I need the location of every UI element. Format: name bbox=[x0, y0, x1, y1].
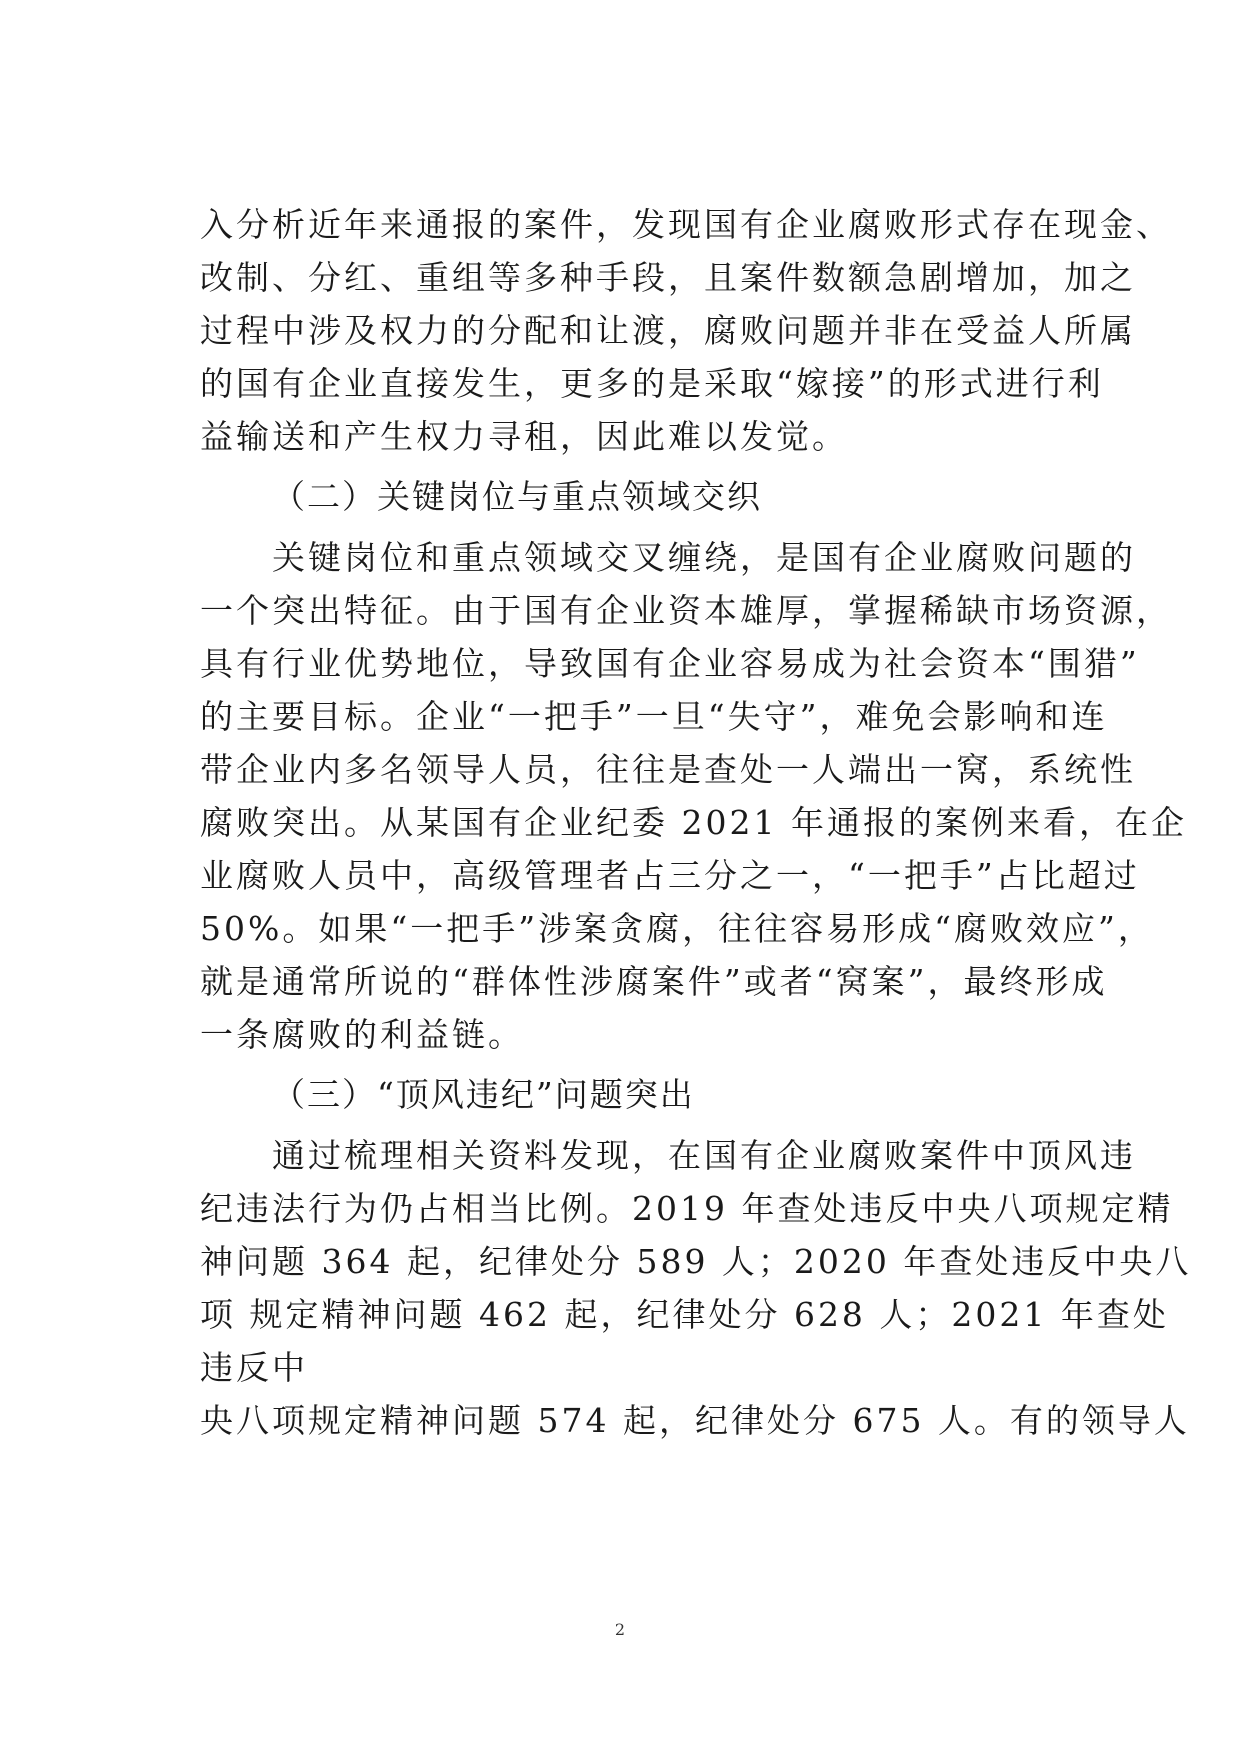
paragraph-2-line-8: 50%。如果“一把手”涉案贪腐，往往容易形成“腐败效应”， bbox=[200, 909, 1154, 948]
paragraph-2-line-9: 就是通常所说的“群体性涉腐案件”或者“窝案”，最终形成 bbox=[200, 962, 1108, 1001]
paragraph-2-line-1: 关键岗位和重点领域交叉缠绕，是国有企业腐败问题的 bbox=[272, 538, 1136, 577]
paragraph-2-line-7: 业腐败人员中，高级管理者占三分之一，“一把手”占比超过 bbox=[200, 856, 1140, 895]
paragraph-2-line-6: 腐败突出。从某国有企业纪委 2021 年通报的案例来看，在企 bbox=[200, 803, 1187, 842]
paragraph-2-line-3: 具有行业优势地位，导致国有企业容易成为社会资本“围猎” bbox=[200, 644, 1140, 683]
paragraph-1-line-4: 的国有企业直接发生，更多的是采取“嫁接”的形式进行利 bbox=[200, 364, 1104, 403]
paragraph-3-line-5: 违反中 bbox=[200, 1348, 308, 1387]
paragraph-1-line-5: 益输送和产生权力寻租，因此难以发觉。 bbox=[200, 417, 848, 456]
paragraph-1-line-1: 入分析近年来通报的案件，发现国有企业腐败形式存在现金、 bbox=[200, 205, 1172, 244]
paragraph-2-line-5: 带企业内多名领导人员，往往是查处一人端出一窝，系统性 bbox=[200, 750, 1136, 789]
paragraph-2-line-10: 一条腐败的利益链。 bbox=[200, 1015, 524, 1054]
paragraph-2-line-2: 一个突出特征。由于国有企业资本雄厚，掌握稀缺市场资源， bbox=[200, 591, 1172, 630]
paragraph-1-line-2: 改制、分红、重组等多种手段，且案件数额急剧增加，加之 bbox=[200, 258, 1136, 297]
paragraph-2-line-4: 的主要目标。企业“一把手”一旦“失守”，难免会影响和连 bbox=[200, 697, 1108, 736]
paragraph-3-line-6: 央八项规定精神问题 574 起，纪律处分 675 人。有的领导人 bbox=[200, 1401, 1190, 1440]
page-number: 2 bbox=[614, 1620, 626, 1639]
paragraph-1-line-3: 过程中涉及权力的分配和让渡，腐败问题并非在受益人所属 bbox=[200, 311, 1136, 350]
section-heading-2: （二）关键岗位与重点领域交织 bbox=[272, 477, 762, 516]
paragraph-3-line-3: 神问题 364 起，纪律处分 589 人；2020 年查处违反中央八 bbox=[200, 1242, 1192, 1281]
paragraph-3-line-4: 项 规定精神问题 462 起，纪律处分 628 人；2021 年查处 bbox=[200, 1295, 1169, 1334]
paragraph-3-line-1: 通过梳理相关资料发现，在国有企业腐败案件中顶风违 bbox=[272, 1136, 1136, 1175]
paragraph-3-line-2: 纪违法行为仍占相当比例。2019 年查处违反中央八项规定精 bbox=[200, 1189, 1174, 1228]
section-heading-3: （三）“顶风违纪”问题突出 bbox=[272, 1075, 695, 1114]
